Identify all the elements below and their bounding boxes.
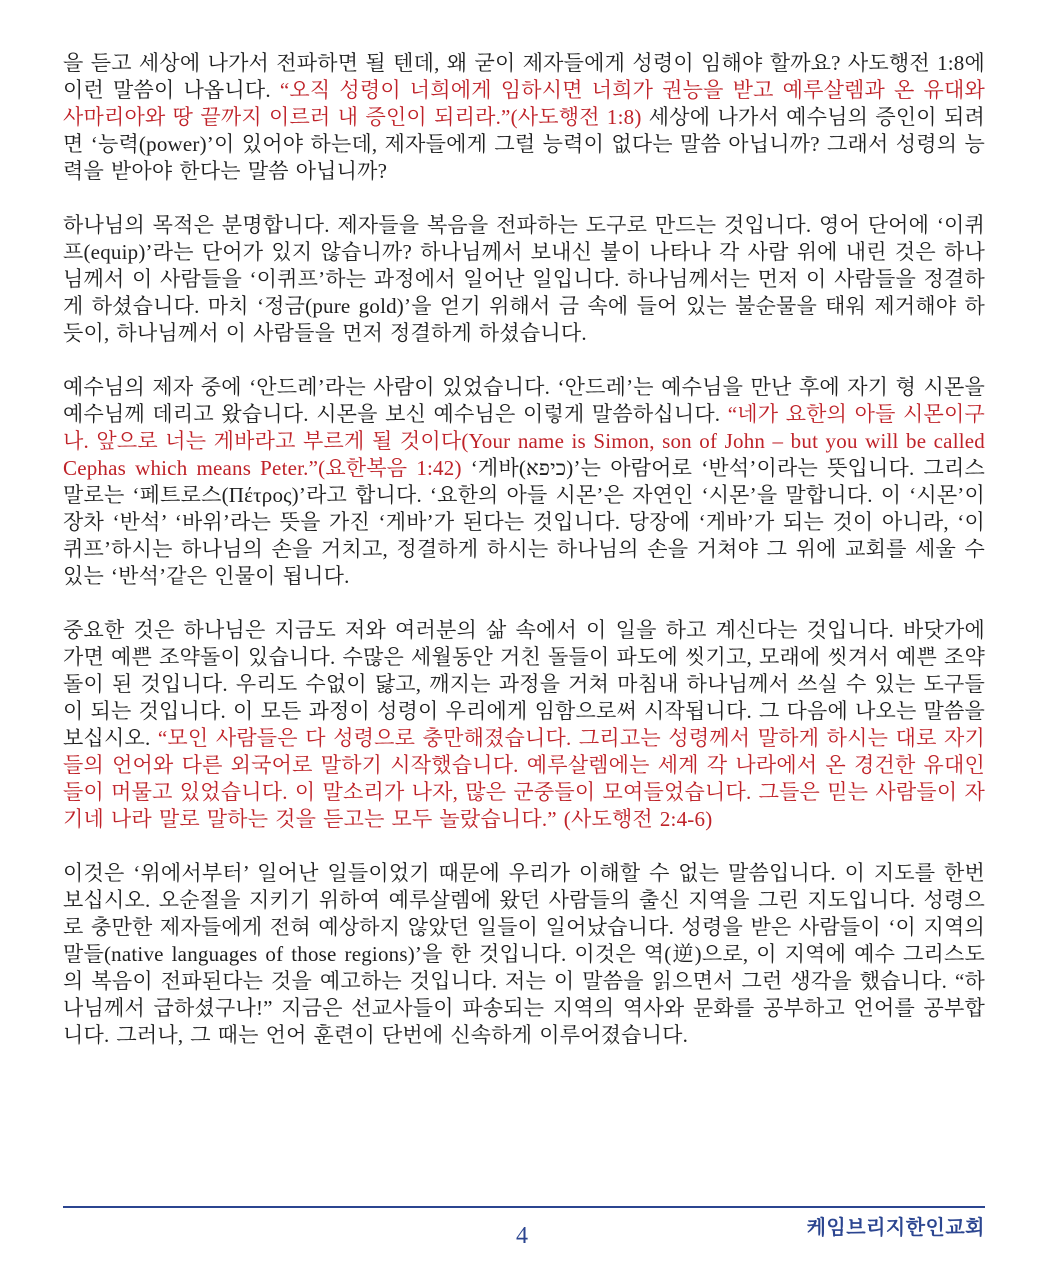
- paragraph-5: [63, 860, 985, 1049]
- paragraph-2: [63, 212, 985, 347]
- footer-divider: [63, 1206, 985, 1208]
- scripture-quote-run: “네가 요한의 아들 시몬이구나. 앞으로 너는 게바라고 부르게 될 것이다(Your name is Simon, son of John – but you will be called Cephas which means Peter.”(요한복음 1:42): [63, 402, 986, 480]
- page-number: 4: [516, 1223, 528, 1249]
- text-run: 이것은 ‘위에서부터’ 일어난 일들이었기 때문에 우리가 이해할 수 없는 말씀입니다. 이 지도를 한번 보십시오. 오순절을 지키기 위하여 예루살렘에 왔던 사람들의 출신 지역을 그린 지도입니다. 성령으로 충만한 제자들에게 전혀 예상하지 않았던 일들이 일어났습니다. 성령을 받은 사람들이 ‘이 지역의 말들(native languages of those regions)’을 한 것입니다. 이것은 역(逆)으로, 이 지역에 예수 그리스도의 복음이 전파된다는 것을 예고하는 것입니다. 저는 이 말씀을 읽으면서 그런 생각을 했습니다. “하나님께서 급하셨구나!” 지금은 선교사들이 파송되는 지역의 역사와 문화를 공부하고 언어를 공부합니다. 그러나, 그 때는 언어 훈련이 단번에 신속하게 이루어졌습니다.: [63, 861, 985, 1047]
- paragraph-1: [63, 50, 985, 185]
- text-run: 중요한 것은 하나님은 지금도 저와 여러분의 삶 속에서 이 일을 하고 계신다는 것입니다. 바닷가에 가면 예쁜 조약돌이 있습니다. 수많은 세월동안 거친 돌들이 파도에 씻기고, 모래에 씻겨서 예쁜 조약돌이 된 것입니다. 우리도 수없이 닳고, 깨지는 과정을 거쳐 마침내 하나님께서 쓰실 수 있는 도구들이 되는 것입니다. 이 모든 과정이 성령이 우리에게 임함으로써 시작됩니다. 그 다음에 나오는 말씀을 보십시오.: [63, 618, 985, 750]
- text-run: 하나님의 목적은 분명합니다. 제자들을 복음을 전파하는 도구로 만드는 것입니다. 영어 단어에 ‘이퀴프(equip)’라는 단어가 있지 않습니까? 하나님께서 보내신 불이 나타나 각 사람 위에 내린 것은 하나님께서 이 사람들을 ‘이퀴프’하는 과정에서 일어난 일입니다. 하나님께서는 먼저 이 사람들을 정결하게 하셨습니다. 마치 ‘정금(pure gold)’을 얻기 위해서 금 속에 들어 있는 불순물을 태워 제거해야 하듯이, 하나님께서 이 사람들을 먼저 정결하게 하셨습니다.: [63, 213, 985, 345]
- text-run: 예수님의 제자 중에 ‘안드레’라는 사람이 있었습니다. ‘안드레’는 예수님을 만난 후에 자기 형 시몬을 예수님께 데리고 왔습니다. 시몬을 보신 예수님은 이렇게 말씀하십니다.: [63, 375, 985, 426]
- scripture-quote-run: “모인 사람들은 다 성령으로 충만해졌습니다. 그리고는 성령께서 말하게 하시는 대로 자기들의 언어와 다른 외국어로 말하기 시작했습니다. 예루살렘에는 세계 각 나라에서 온 경건한 유대인들이 머물고 있었습니다. 이 말소리가 나자, 많은 군중들이 모여들었습니다. 그들은 믿는 사람들이 자기네 나라 말로 말하는 것을 듣고는 모두 놀랐습니다.” (사도행전 2:4-6): [63, 726, 986, 831]
- paragraph-3: [63, 374, 985, 590]
- paragraph-4: [63, 617, 985, 833]
- text-run: ‘게바(כיפא)’는 아람어로 ‘반석’이라는 뜻입니다. 그리스 말로는 ‘페트로스(Πέτρος)’라고 합니다. ‘요한의 아들 시몬’은 자연인 ‘시몬’을 말합니다. 이 ‘시몬’이 장차 ‘반석’ ‘바위’라는 뜻을 가진 ‘게바’가 된다는 것입니다. 당장에 ‘게바’가 되는 것이 아니라, ‘이퀴프’하시는 하나님의 손을 거치고, 정결하게 하시는 하나님의 손을 거쳐야 그 위에 교회를 세울 수 있는 ‘반석’같은 인물이 됩니다.: [63, 456, 985, 588]
- text-run: 세상에 나가서 예수님의 증인이 되려면 ‘능력(power)’이 있어야 하는데, 제자들에게 그럴 능력이 없다는 말씀 아닙니까? 그래서 성령의 능력을 받아야 한다는 말씀 아닙니까?: [63, 105, 985, 183]
- body-text: [63, 50, 985, 1049]
- text-run: 을 듣고 세상에 나가서 전파하면 될 텐데, 왜 굳이 제자들에게 성령이 임해야 할까요? 사도행전 1:8에 이런 말씀이 나옵니다.: [63, 51, 985, 102]
- scripture-quote-run: “오직 성령이 너희에게 임하시면 너희가 권능을 받고 예루살렘과 온 유대와 사마리아와 땅 끝까지 이르러 내 증인이 되리라.”(사도행전 1:8): [63, 78, 985, 129]
- footer-church-name: 케임브리지한인교회: [806, 1217, 985, 1239]
